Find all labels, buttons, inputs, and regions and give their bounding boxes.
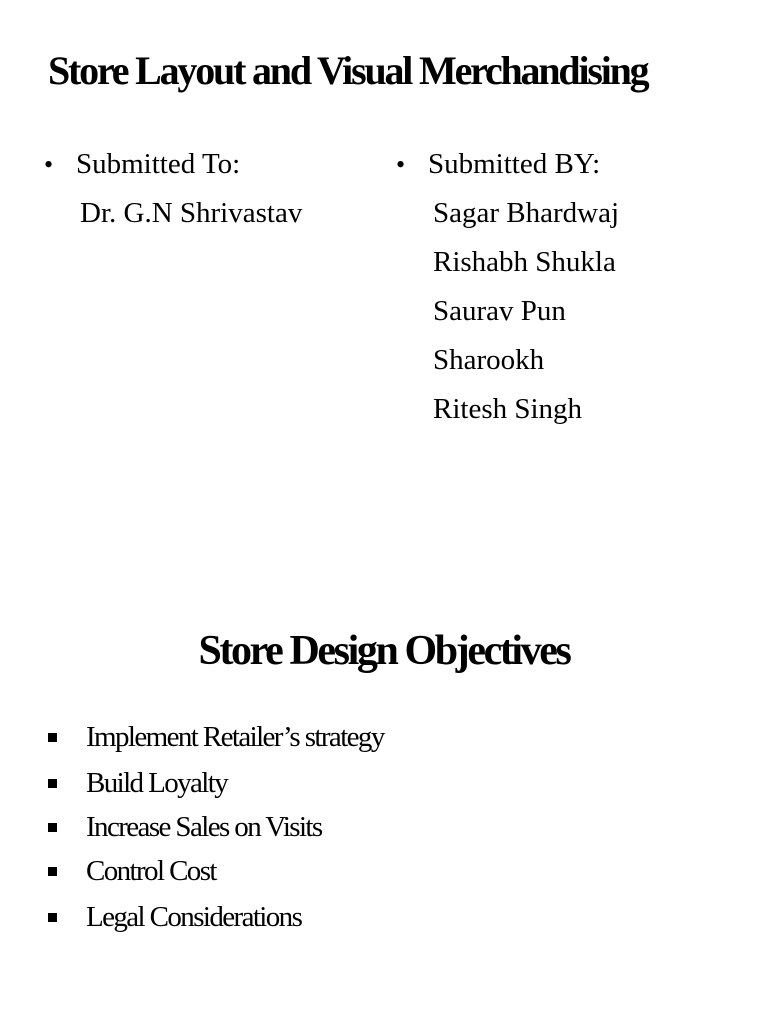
square-bullet-icon (48, 733, 57, 742)
list-item (48, 894, 384, 940)
submitted-to-label: Submitted To: (76, 148, 241, 180)
square-bullet-icon (48, 867, 57, 876)
objective-text: Legal Considerations (86, 900, 302, 933)
submitted-by-name: Sagar Bhardwaj (433, 197, 620, 229)
submitted-by-name: Saurav Pun (433, 295, 566, 327)
list-item (48, 714, 384, 760)
bullet-dot-icon: • (44, 150, 54, 179)
list-item (48, 760, 384, 806)
slide-title-heading: Store Layout and Visual Merchandising (48, 48, 648, 93)
list-item (48, 806, 384, 848)
submitted-to-block (44, 140, 302, 238)
objective-text: Increase Sales on Visits (86, 810, 322, 843)
submitted-by-block (396, 140, 619, 434)
submitted-to-heading (44, 140, 302, 189)
square-bullet-icon (48, 823, 57, 832)
submitted-by-heading (396, 140, 619, 189)
square-bullet-icon (48, 913, 57, 922)
square-bullet-icon (48, 779, 57, 788)
submitted-by-name: Ritesh Singh (433, 393, 583, 425)
objective-text: Implement Retailer’s strategy (86, 720, 384, 753)
objectives-heading: Store Design Objectives (198, 628, 570, 674)
objective-text: Control Cost (86, 854, 216, 887)
objectives-list (48, 714, 384, 940)
bullet-dot-icon: • (396, 150, 406, 179)
submitted-to-name: Dr. G.N Shrivastav (80, 197, 303, 229)
submitted-by-name: Sharookh (433, 344, 545, 376)
list-item (48, 848, 384, 894)
slide-objectives (0, 512, 768, 1024)
submitted-by-name: Rishabh Shukla (433, 246, 616, 278)
objective-text: Build Loyalty (86, 766, 228, 799)
submitted-by-label: Submitted BY: (428, 148, 601, 180)
